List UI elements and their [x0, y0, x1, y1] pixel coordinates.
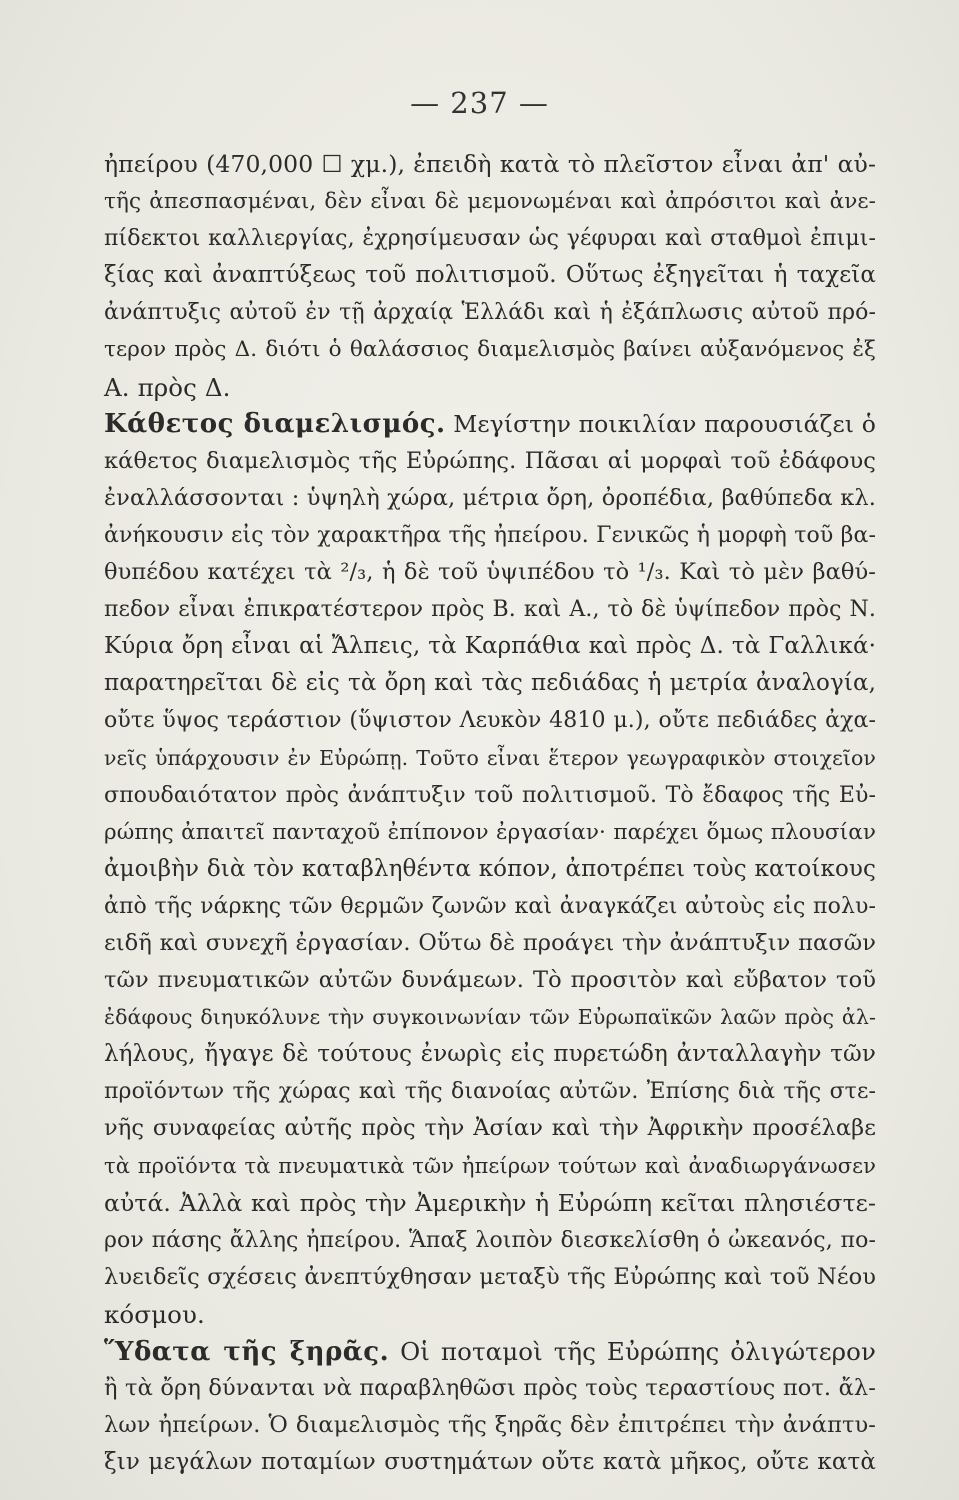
line-text: ἢ τὰ ὄρη δύνανται νὰ παραβληθῶσι πρὸς τοὺς τεραστίους ποτ. ἄλ- — [104, 1375, 876, 1402]
line-text: Μεγίστην ποικιλίαν παρουσιάζει ὁ — [453, 409, 876, 438]
line-text: σπουδαιότατον πρὸς ἀνάπτυξιν τοῦ πολιτισμοῦ. Τὸ ἔδαφος τῆς Εὐ- — [104, 782, 876, 808]
text-line — [104, 740, 876, 777]
line-text: ἐναλλάσσονται : ὑψηλὴ χώρα, μέτρια ὄρη, ὀροπέδια, βαθύπεδα κλ. — [104, 484, 876, 511]
page-number: — 237 — — [410, 86, 549, 120]
line-text: κάθετος διαμελισμὸς τῆς Εὐρώπης. Πᾶσαι αἱ μορφαὶ τοῦ ἐδάφους — [104, 447, 876, 474]
line-text: λήλους, ἤγαγε δὲ τούτους ἐνωρὶς εἰς πυρετώδη ἀνταλλαγὴν τῶν — [104, 1041, 876, 1068]
line-text: παρατηρεῖται δὲ εἰς τὰ ὄρη καὶ τὰς πεδιάδας ἡ μετρία ἀναλογία, — [104, 670, 876, 697]
text-line — [104, 999, 876, 1036]
line-text: τὰ προϊόντα τὰ πνευματικὰ τῶν ἠπείρων τούτων καὶ ἀναδιωργάνωσεν — [104, 1153, 876, 1178]
line-text: νῆς συναφείας αὐτῆς πρὸς τὴν Ἀσίαν καὶ τὴν Ἀφρικὴν προσέλαβε — [104, 1115, 876, 1142]
text-line — [104, 665, 876, 702]
line-text: θυπέδου κατέχει τὰ ²/₃, ἡ δὲ τοῦ ὑψιπέδου τὸ ¹/₃. Καὶ τὸ μὲν βαθύ- — [104, 559, 876, 586]
section-heading: Ὕδατα τῆς ξηρᾶς. — [104, 1337, 390, 1367]
line-text: κόσμου. — [104, 1299, 205, 1329]
text-line — [104, 1407, 876, 1444]
text-line — [104, 257, 876, 294]
text-line — [104, 331, 876, 368]
text-line — [104, 294, 876, 331]
text-line — [104, 480, 876, 517]
text-line — [104, 220, 876, 257]
text-line — [104, 777, 876, 814]
line-text: ξιν μεγάλων ποταμίων συστημάτων οὔτε κατὰ μῆκος, οὔτε κατὰ — [104, 1449, 876, 1476]
text-line — [104, 591, 876, 628]
text-line — [104, 1110, 876, 1147]
line-text: ἀμοιβὴν διὰ τὸν καταβληθέντα κόπον, ἀποτρέπει τοὺς κατοίκους — [104, 855, 876, 882]
line-text: τῆς ἀπεσπασμέναι, δὲν εἶναι δὲ μεμονωμέναι καὶ ἀπρόσιτοι καὶ ἀνε- — [104, 189, 876, 215]
text-line — [104, 1036, 876, 1073]
line-text: νεῖς ὑπάρχουσιν ἐν Εὐρώπῃ. Τοῦτο εἶναι ἕτερον γεωγραφικὸν στοιχεῖον — [104, 745, 876, 770]
text-line — [104, 1296, 876, 1333]
text-line — [104, 851, 876, 888]
line-text: προϊόντων τῆς χώρας καὶ τῆς διανοίας αὐτῶν. Ἐπίσης διὰ τῆς στε- — [104, 1079, 876, 1105]
text-line — [104, 183, 876, 220]
line-text: λυειδεῖς σχέσεις ἀνεπτύχθησαν μεταξὺ τῆς Εὐρώπης καὶ τοῦ Νέου — [104, 1263, 876, 1290]
text-line — [104, 925, 876, 962]
line-text: ρον πάσης ἄλλης ἠπείρου. Ἅπαξ λοιπὸν διεσκελίσθη ὁ ὠκεανός, πο- — [104, 1227, 876, 1253]
line-text: Κύρια ὄρη εἶναι αἱ Ἄλπεις, τὰ Καρπάθια καὶ πρὸς Δ. τὰ Γαλλικά· — [104, 633, 876, 660]
line-text: ἀνάπτυξις αὐτοῦ ἐν τῇ ἀρχαίᾳ Ἑλλάδι καὶ ἡ ἐξάπλωσις αὐτοῦ πρό- — [104, 300, 876, 326]
line-text: πίδεκτοι καλλιεργίας, ἐχρησίμευσαν ὡς γέφυραι καὶ σταθμοὶ ἐπιμι- — [104, 226, 876, 252]
line-text: Οἱ ποταμοὶ τῆς Εὐρώπης ὀλιγώτερον — [400, 1337, 877, 1366]
text-line — [104, 1259, 876, 1296]
text-line — [104, 1073, 876, 1110]
line-text: τῶν πνευματικῶν αὐτῶν δυνάμεων. Τὸ προσιτὸν καὶ εὔβατον τοῦ — [104, 967, 876, 994]
text-line — [104, 1444, 876, 1481]
text-line — [104, 1148, 876, 1185]
text-line — [104, 369, 876, 406]
line-text: Α. πρὸς Δ. — [104, 372, 231, 402]
line-text: ξίας καὶ ἀναπτύξεως τοῦ πολιτισμοῦ. Οὕτως ἐξηγεῖται ἡ ταχεῖα — [104, 262, 876, 289]
text-line — [104, 628, 876, 665]
section-heading-line — [104, 406, 876, 443]
text-line — [104, 1370, 876, 1407]
text-line — [104, 1222, 876, 1259]
body-text — [104, 146, 876, 1481]
section-heading-line — [104, 1333, 876, 1370]
line-text: ειδῆ καὶ συνεχῆ ἐργασίαν. Οὕτω δὲ προάγει τὴν ἀνάπτυξιν πασῶν — [104, 929, 876, 956]
line-text: λων ἠπείρων. Ὁ διαμελισμὸς τῆς ξηρᾶς δὲν ἐπιτρέπει τὴν ἀνάπτυ- — [104, 1412, 876, 1439]
text-line — [104, 517, 876, 554]
text-line — [104, 146, 876, 183]
line-text: πεδον εἶναι ἐπικρατέστερον πρὸς Β. καὶ Α., τὸ δὲ ὑψίπεδον πρὸς Ν. — [104, 597, 876, 623]
text-line — [104, 814, 876, 851]
text-line — [104, 554, 876, 591]
line-text: ἠπείρου (470,000 ☐ χμ.), ἐπειδὴ κατὰ τὸ πλεῖστον εἶναι ἀπ' αὐ- — [104, 150, 876, 178]
line-text: ἐδάφους διηυκόλυνε τὴν συγκοινωνίαν τῶν Εὐρωπαϊκῶν λαῶν πρὸς ἀλ- — [104, 1005, 876, 1030]
text-line — [104, 1185, 876, 1222]
line-text: τερον πρὸς Δ. διότι ὁ θαλάσσιος διαμελισμὸς βαίνει αὐξανόμενος ἐξ — [104, 337, 876, 363]
line-text: ἀπὸ τῆς νάρκης τῶν θερμῶν ζωνῶν καὶ ἀναγκάζει αὐτοὺς εἰς πολυ- — [104, 893, 876, 919]
text-line — [104, 702, 876, 739]
line-text: αὐτά. Ἀλλὰ καὶ πρὸς τὴν Ἀμερικὴν ἡ Εὐρώπη κεῖται πλησιέστε- — [104, 1188, 876, 1217]
text-line — [104, 962, 876, 999]
section-heading: Κάθετος διαμελισμός. — [104, 408, 446, 439]
text-line — [104, 888, 876, 925]
text-line — [104, 443, 876, 480]
line-text: ἀνήκουσιν εἰς τὸν χαρακτῆρα τῆς ἠπείρου. Γενικῶς ἡ μορφὴ τοῦ βα- — [104, 522, 876, 548]
line-text: οὔτε ὕψος τεράστιον (ὕψιστον Λευκὸν 4810 μ.), οὔτε πεδιάδες ἀχα- — [104, 708, 876, 734]
line-text: ρώπης ἀπαιτεῖ πανταχοῦ ἐπίπονον ἐργασίαν· παρέχει ὅμως πλουσίαν — [104, 819, 876, 845]
